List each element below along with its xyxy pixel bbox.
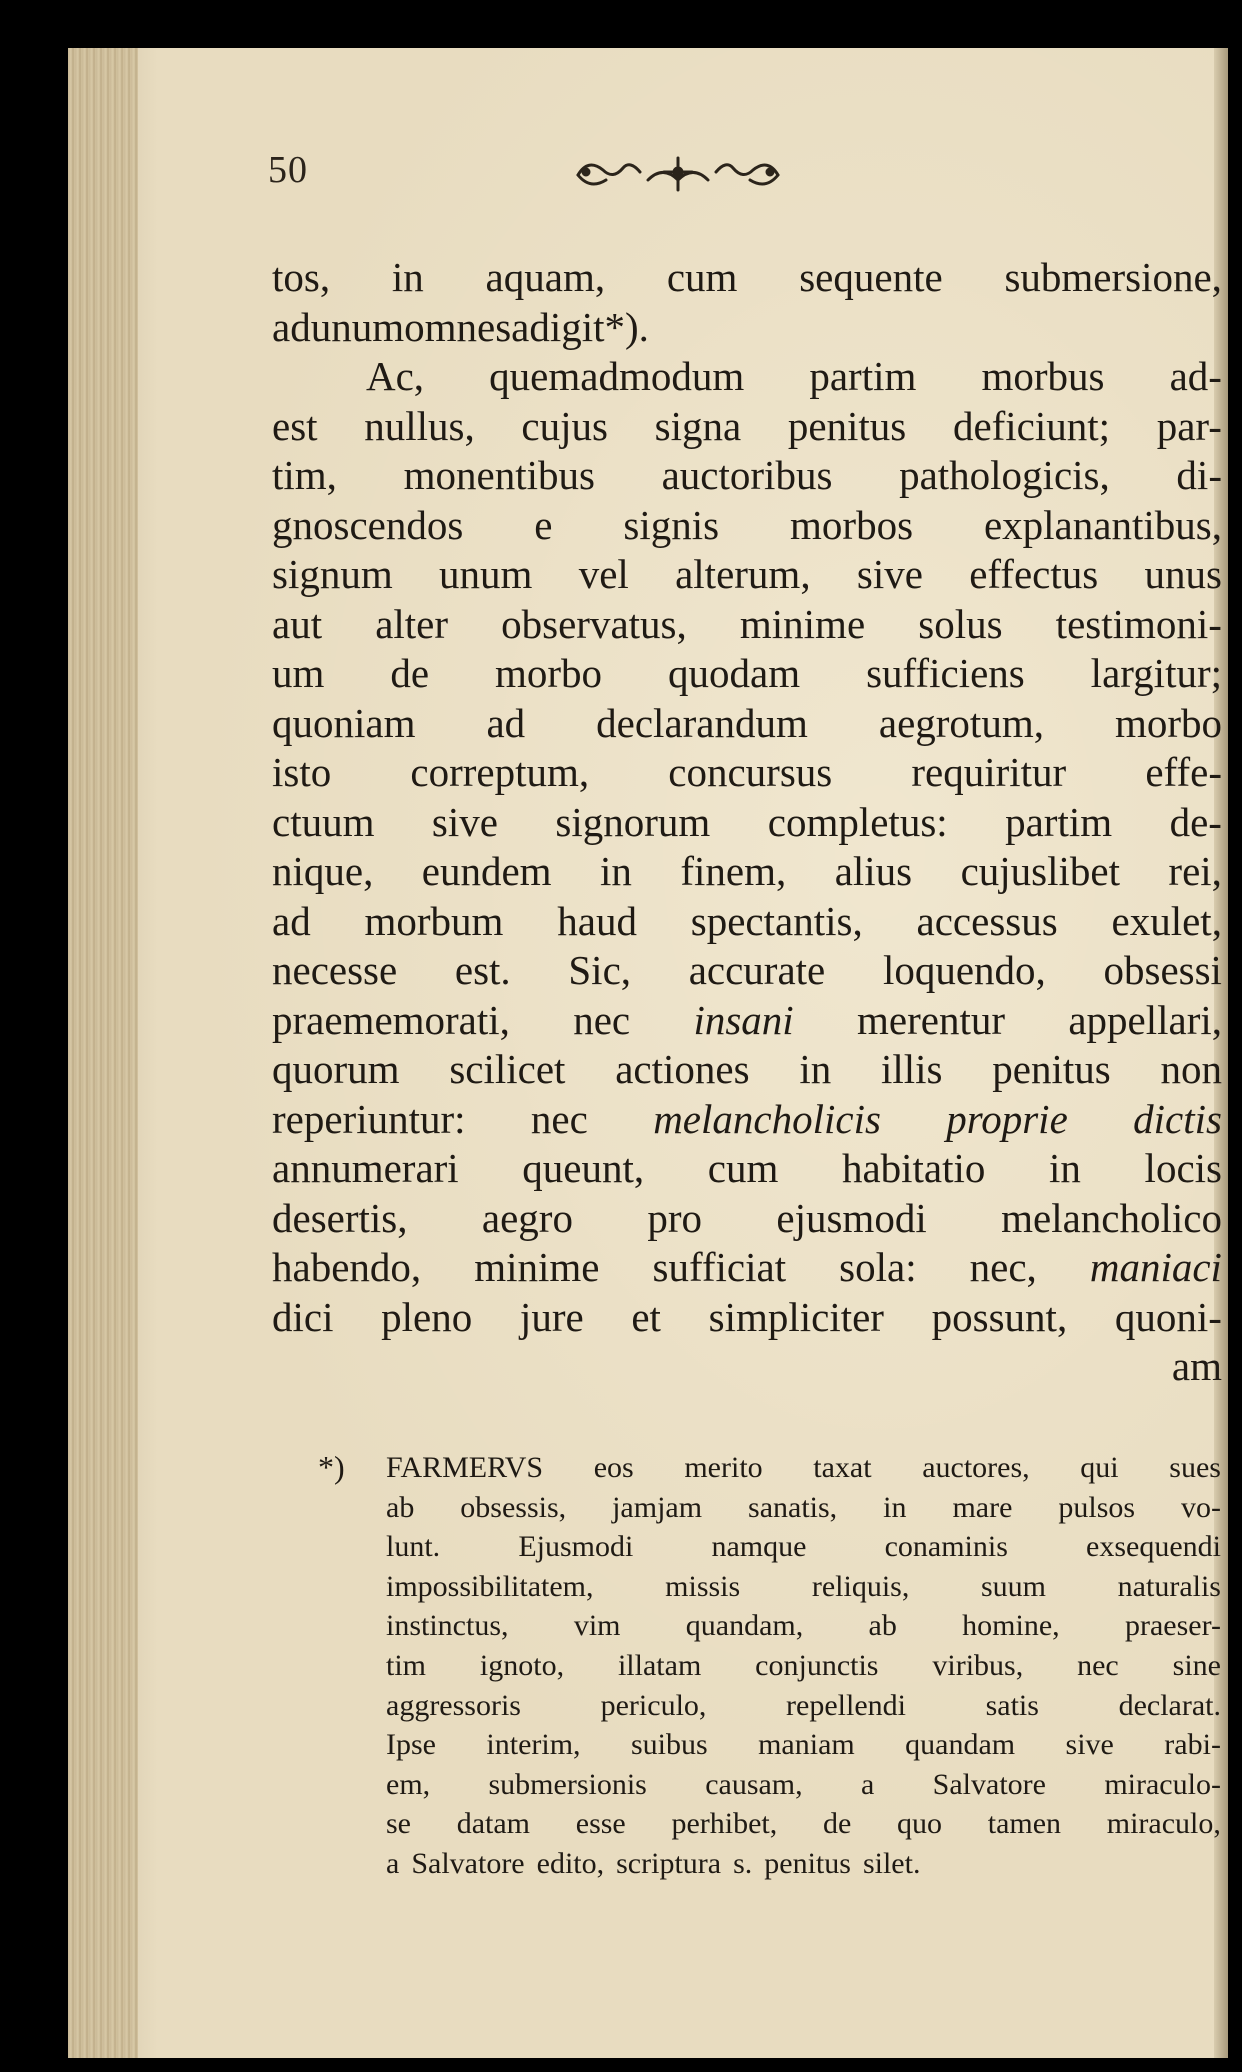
- footnote-line: aggressoris periculo, repellendi satis declarat.: [386, 1688, 1221, 1722]
- text-line: am: [1171, 1343, 1222, 1389]
- footnote-line: ab obsessis, jamjam sanatis, in mare pulsos vo-: [386, 1490, 1221, 1524]
- footnote-line: se datam esse perhibet, de quo tamen miraculo,: [386, 1807, 1221, 1841]
- text-line: ad morbum haud spectantis, accessus exulet,: [272, 897, 1222, 944]
- footnote-line: tim ignoto, illatam conjunctis viribus, nec sine: [386, 1648, 1221, 1682]
- text-line: necesse est. Sic, accurate loquendo, obsessi: [272, 947, 1222, 993]
- text-line: ad unum omnes adigit *).: [272, 303, 649, 350]
- printer-ornament-icon: [568, 150, 788, 200]
- main-text: [272, 253, 1222, 1392]
- text-line: desertis, aegro pro ejusmodi melancholico: [272, 1194, 1222, 1241]
- text-line: quoniam ad declarandum aegrotum, morbo: [272, 699, 1222, 746]
- book-spine: [68, 48, 138, 2058]
- text-line: gnoscendos e signis morbos explanantibus,: [272, 501, 1222, 548]
- text-line: quorum scilicet actiones in illis penitus non: [272, 1046, 1222, 1092]
- text-line: Ac, quemadmodum partim morbus ad-: [366, 353, 1222, 399]
- footnote-line: instinctus, vim quandam, ab homine, praeser-: [386, 1609, 1221, 1643]
- footnote-line: Ipse interim, suibus maniam quandam sive rabi-: [386, 1728, 1221, 1762]
- text-line: annumerari queunt, cum habitatio in locis: [272, 1145, 1222, 1191]
- footnote-line: FARMERVS eos merito taxat auctores, qui sues: [386, 1451, 1221, 1484]
- text-line: nique, eundem in finem, alius cujuslibet rei,: [272, 848, 1222, 894]
- footnote-line: a Salvatore edito, scriptura s. penitus silet.: [386, 1846, 921, 1880]
- page-number: 50: [268, 149, 308, 191]
- text-line: signum unum vel alterum, sive effectus unus: [272, 551, 1222, 597]
- text-line: reperiuntur: nec melancholicis proprie dictis: [272, 1095, 1222, 1142]
- text-line: praememorati, nec insani merentur appellari,: [272, 996, 1222, 1043]
- footnote-line: impossibilitatem, missis reliquis, suum naturalis: [386, 1569, 1221, 1603]
- footnote-line: em, submersionis causam, a Salvatore miraculo-: [386, 1767, 1221, 1801]
- text-line: um de morbo quodam sufficiens largitur;: [272, 650, 1222, 696]
- text-line: ctuum sive signorum completus: partim de-: [272, 798, 1222, 845]
- footnote-line: lunt. Ejusmodi namque conaminis exsequendi: [386, 1530, 1221, 1564]
- text-line: tim, monentibus auctoribus pathologicis, di-: [272, 452, 1222, 498]
- book-page: [68, 48, 1228, 2058]
- text-line: isto correptum, concursus requiritur effe-: [272, 749, 1222, 795]
- footnote-marker: *): [318, 1449, 345, 1485]
- text-line: aut alter observatus, minime solus testimoni-: [272, 600, 1222, 647]
- text-line: dici pleno jure et simpliciter possunt, quoni-: [272, 1293, 1222, 1340]
- text-line: habendo, minime sufficiat sola: nec, maniaci: [272, 1244, 1222, 1290]
- footnote: [318, 1448, 1221, 1884]
- text-line: tos, in aquam, cum sequente submersione,: [272, 254, 1222, 300]
- text-line: est nullus, cujus signa penitus deficiunt; par-: [272, 402, 1222, 449]
